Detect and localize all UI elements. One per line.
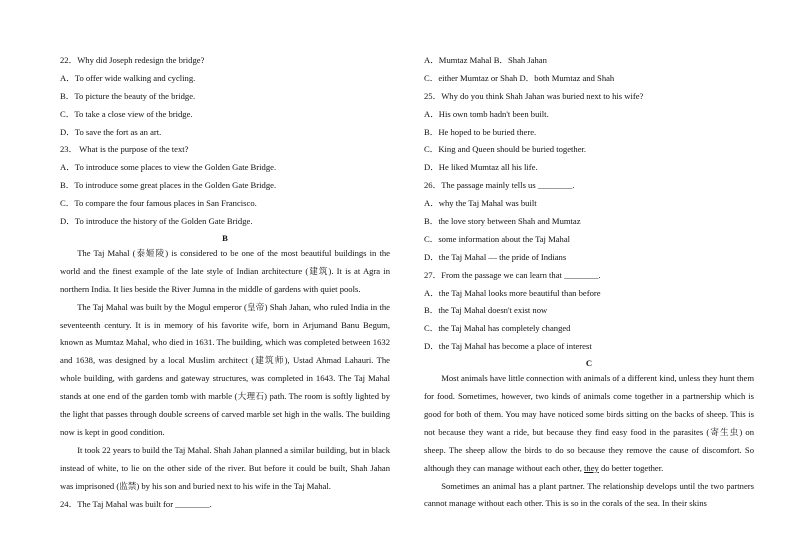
q25-option-c: C．King and Queen should be buried together. [424, 144, 587, 155]
q25-option-d: D．He liked Mumtaz all his life. [424, 162, 538, 173]
q22-stem: 22．Why did Joseph redesign the bridge? [60, 55, 205, 65]
passage-b-paragraph-2: The Taj Mahal was built by the Mogul emperor (皇帝) Shah Jahan, who ruled India in the seventeenth century. It is in memory of his favorite wife, born in Arjumand Banu Begum, known as Mumtaz Mahal, who died in 1631. The building, which was completed between 1632 and 1638, was designed by a local Muslim architect (建筑师), Ustad Ahmad Lahauri. The whole building, with gardens and gateway structures, was completed in 1643. The Taj Mahal stands at one end of the garden tomb with marble (大理石) path. The room is softly lighted by the light that passes through double screens of carved marble set high in the walls. The building now is kept in good condition. [60, 301, 390, 437]
q25-option-b: B．He hoped to be buried there. [424, 126, 537, 137]
passage-b-paragraph-1: The Taj Mahal (泰姬陵) is considered to be one of the most beautiful buildings in the world and the finest example of the late style of Indian architecture (建筑). It is at Agra in northern India. It lies beside the River Jumna in the middle of gardens with quiet pools. [60, 247, 390, 294]
q27-option-a: A．the Taj Mahal looks more beautiful than before [424, 287, 601, 298]
q22-option-d: D．To save the fort as an art. [60, 126, 162, 137]
section-b-heading: B [222, 232, 228, 243]
section-c-heading: C [585, 358, 593, 369]
q24-option-ab: A．Mumtaz Mahal B．Shah Jahan [424, 55, 547, 65]
q24-stem: 24．The Taj Mahal was built for ________. [60, 498, 212, 509]
q22-option-a: A．To offer wide walking and cycling. [60, 72, 196, 83]
q25-stem: 25．Why do you think Shah Jahan was buried next to his wife? [424, 90, 644, 101]
q22-option-c: C．To take a close view of the bridge. [60, 108, 193, 119]
q23-stem: 23． What is the purpose of the text? [60, 144, 189, 155]
q26-option-d: D．the Taj Mahal — the pride of Indians [424, 251, 567, 262]
q26-option-a: A．why the Taj Mahal was built [424, 198, 537, 209]
left-column [60, 52, 390, 513]
q23-option-c: C．To compare the four famous places in San Francisco. [60, 198, 257, 209]
q25-option-a: A．His own tomb hadn't been built. [424, 108, 549, 119]
passage-c-text-before: Most animals have little connection with animals of a different kind, unless they hunt them for food. Sometimes, however, two kinds of animals come together in a partnership which is good for both of them. You may have noticed some birds sitting on the backs of sheep. This is not because they want a ride, but because they find easy food in the parasites (寄生虫) on sheep. The sheep allow the birds to do so because they remove the cause of discomfort. So although they can manage without each other, [424, 373, 754, 473]
passage-c-paragraph-2: Sometimes an animal has a plant partner. The relationship develops until the two partners cannot manage without each other. This is so in the corals of the sea. In their skins [424, 480, 754, 509]
q27-option-c: C．the Taj Mahal has completely changed [424, 323, 571, 334]
q27-option-d: D．the Taj Mahal has become a place of interest [424, 341, 592, 352]
q23-option-d: D．To introduce the history of the Golden Gate Bridge. [60, 216, 253, 227]
passage-c-paragraph-1 [424, 370, 754, 477]
passage-c-text-after: do better together. [598, 462, 664, 473]
q27-stem: 27．From the passage we can learn that ________. [424, 269, 601, 280]
q24-option-cd: C．either Mumtaz or Shah D．both Mumtaz and Shah [424, 72, 615, 83]
q22-option-b: B．To picture the beauty of the bridge. [60, 90, 196, 101]
q27-option-b: B．the Taj Mahal doesn't exist now [424, 305, 548, 316]
q26-option-c: C．some information about the Taj Mahal [424, 233, 571, 244]
q26-option-b: B．the love story between Shah and Mumtaz [424, 216, 581, 227]
q23-option-a: A．To introduce some places to view the Golden Gate Bridge. [60, 162, 277, 173]
underlined-word: they [584, 462, 599, 473]
right-column [424, 52, 754, 513]
q26-stem: 26．The passage mainly tells us ________. [424, 180, 575, 191]
passage-b-paragraph-3: It took 22 years to build the Taj Mahal. Shah Jahan planned a similar building, but in black instead of white, to lie on the other side of the river. But before it could be built, Shah Jahan was imprisoned (监禁) by his son and buried next to his wife in the Taj Mahal. [60, 444, 390, 491]
q23-option-b: B．To introduce some great places in the Golden Gate Bridge. [60, 180, 277, 191]
